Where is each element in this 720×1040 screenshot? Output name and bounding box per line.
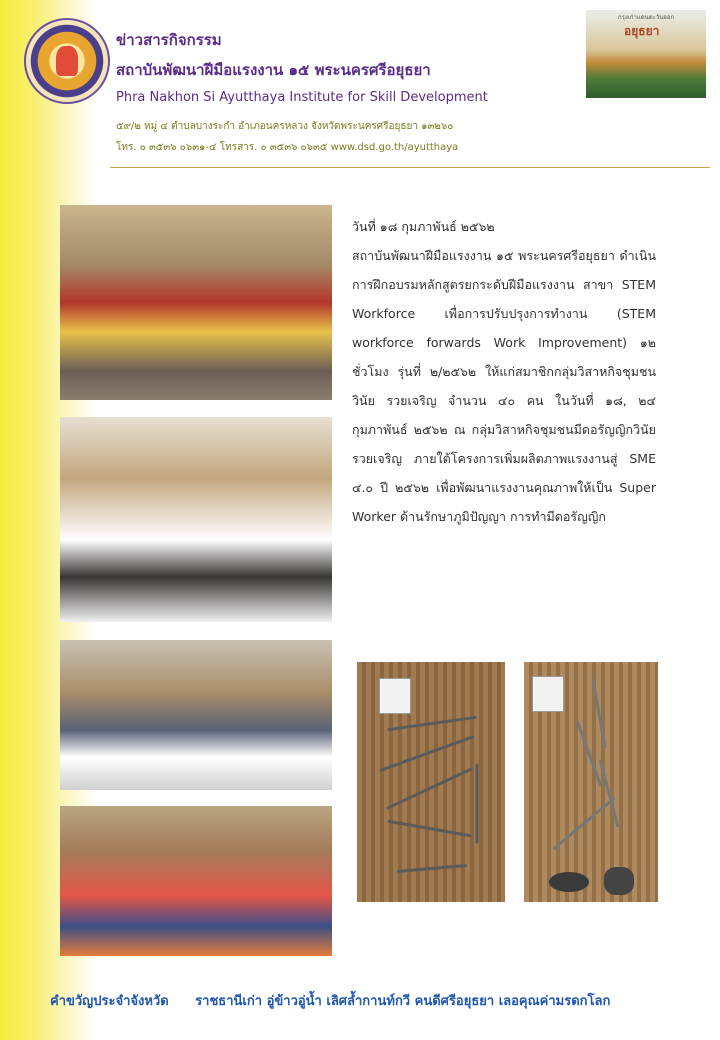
- knife-blade: [598, 759, 619, 827]
- article-date: วันที่ ๑๘ กุมภาพันธ์ ๒๕๖๒: [352, 219, 495, 234]
- header: [116, 28, 488, 155]
- lecture-photo: [60, 640, 332, 790]
- knife-blade: [387, 716, 477, 731]
- department-seal-icon: [24, 18, 110, 104]
- institute-name-en: Phra Nakhon Si Ayutthaya Institute for Skill Development: [116, 90, 488, 105]
- group-photo: [60, 205, 332, 400]
- footer-motto: [50, 990, 690, 1011]
- pot: [549, 872, 589, 892]
- knife-blade: [397, 864, 467, 873]
- knife-blade: [591, 679, 606, 748]
- brand-wordmark: อยุธยา: [624, 24, 660, 38]
- knife-blade: [387, 820, 471, 838]
- institute-name-th: สถาบันพัฒนาฝีมือแรงงาน ๑๕ พระนครศรีอยุธยา: [116, 61, 431, 79]
- knife-display-photo-2: [524, 662, 658, 902]
- motto-text: ราชธานีเก่า อู่ข้าวอู่น้ำ เลิศล้ำกานท์กวี คนดีศรีอยุธยา เลอคุณค่ามรดกโลก: [195, 994, 611, 1009]
- article: [352, 212, 656, 531]
- motto-label: คำขวัญประจำจังหวัด: [50, 994, 169, 1009]
- audience-photo: [60, 806, 332, 956]
- seal-emblem: [56, 46, 78, 76]
- training-session-photo: [60, 417, 332, 622]
- knife-blade: [576, 720, 603, 787]
- knife-blade: [386, 767, 473, 810]
- knife-blade: [552, 797, 615, 851]
- knife-display-photo: [357, 662, 505, 902]
- header-divider: [110, 167, 710, 168]
- jar: [604, 867, 634, 895]
- display-label: [532, 676, 564, 712]
- decorative-stripe: [0, 0, 68, 1040]
- knife-blade: [476, 764, 479, 844]
- institute-address: ๕๙/๒ หมู่ ๔ ตำบลบางระกำ อำเภอนครหลวง จังหวัดพระนครศรีอยุธยา ๑๓๒๖๐: [116, 121, 454, 132]
- knife-blade: [380, 735, 475, 772]
- institute-contact: โทร. ๐ ๓๕๓๖ ๐๖๓๑-๔ โทรสาร. ๐ ๓๕๓๖ ๐๖๓๕ www.dsd.go.th/ayutthaya: [116, 142, 459, 153]
- article-body: สถาบันพัฒนาฝีมือแรงงาน ๑๕ พระนครศรีอยุธยา ดำเนินการฝึกอบรมหลักสูตรยกระดับฝีมือแรงงาน สาขา STEM Workforce เพื่อการปรับปรุงการทำงาน (STEM workforce forwards Work Improvement) ๑๒ ชั่วโมง รุ่นที่ ๒/๒๕๖๒ ให้แก่สมาชิกกลุ่มวิสาหกิจชุมชนวินัย รวยเจริญ จำนวน ๔๐ คน ในวันที่ ๑๘, ๒๔ กุมภาพันธ์ ๒๕๖๒ ณ กลุ่มวิสาหกิจชุมชนมีดอรัญญิกวินัย รวยเจริญ ภายใต้โครงการเพิ่มผลิตภาพแรงงานสู่ SME ๔.๐ ปี ๒๕๖๒ เพื่อพัฒนาแรงงานคุณภาพให้เป็น Super Worker ด้านรักษาภูมิปัญญา การทำมีดอรัญญิก: [352, 248, 656, 524]
- page-title: ข่าวสารกิจกรรม: [116, 31, 222, 49]
- brand-caption: กรุงเก่าแดนตะวันออก: [618, 14, 675, 21]
- display-label: [379, 678, 411, 714]
